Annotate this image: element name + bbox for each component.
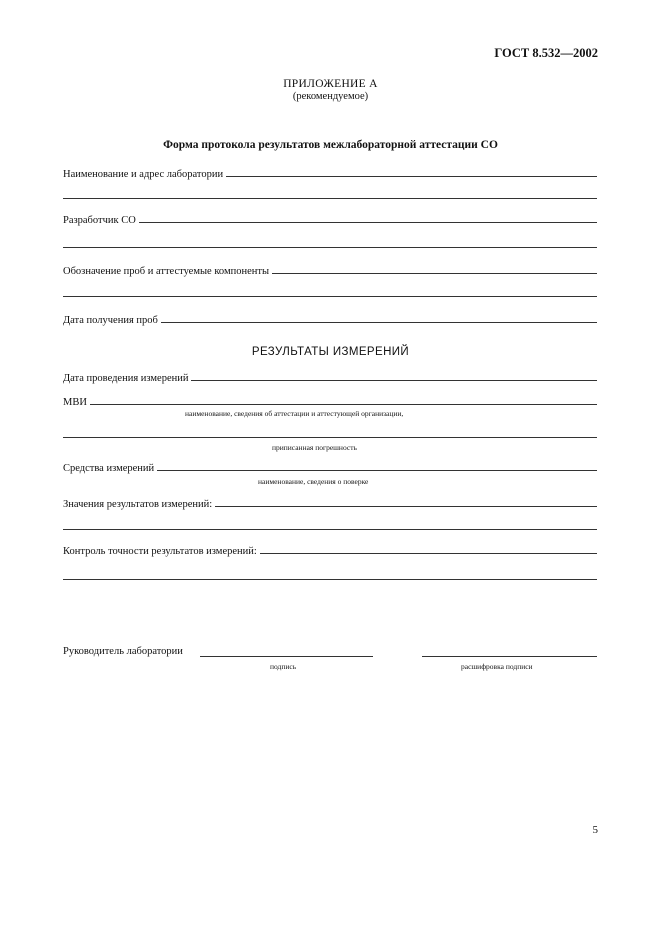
document-code: ГОСТ 8.532—2002 (494, 46, 598, 60)
means-row (63, 460, 597, 474)
error-caption: приписанная погрешность (272, 443, 357, 452)
samples-field-label: Обозначение проб и аттестуемые компоненты (63, 266, 270, 277)
signature-decode-caption: расшифровка подписи (461, 662, 533, 671)
developer-field-label: Разработчик СО (63, 215, 136, 226)
received-field-line[interactable] (161, 322, 597, 323)
signature-decode-line[interactable] (422, 656, 597, 657)
control-line[interactable] (260, 553, 597, 554)
values-line-2[interactable] (63, 529, 597, 530)
lab-field-row (63, 166, 597, 180)
received-field-label: Дата получения проб (63, 315, 158, 326)
lab-field-line-2[interactable] (63, 198, 597, 199)
appendix-title: ПРИЛОЖЕНИЕ А (283, 78, 378, 90)
mvi-label: МВИ (63, 397, 87, 408)
lab-field-line[interactable] (226, 176, 597, 177)
means-label: Средства измерений (63, 463, 155, 474)
measurement-date-row (63, 370, 597, 384)
received-field-row (63, 312, 597, 326)
values-label: Значения результатов измерений: (63, 499, 213, 510)
control-row (63, 543, 597, 557)
values-line[interactable] (215, 506, 597, 507)
control-line-2[interactable] (63, 579, 597, 580)
lab-field-label: Наименование и адрес лаборатории (63, 169, 224, 180)
developer-field-row (63, 212, 597, 226)
values-row (63, 496, 597, 510)
means-line[interactable] (157, 470, 597, 471)
control-label: Контроль точности результатов измерений: (63, 546, 257, 557)
form-title: Форма протокола результатов межлабораторной аттестации СО (163, 139, 498, 151)
results-section-title: РЕЗУЛЬТАТЫ ИЗМЕРЕНИЙ (251, 346, 410, 358)
samples-field-row (63, 263, 597, 277)
mvi-row (63, 394, 597, 408)
error-line[interactable] (63, 437, 597, 438)
mvi-line[interactable] (90, 404, 597, 405)
signature-label: Руководитель лаборатории (63, 646, 183, 657)
measurement-date-label: Дата проведения измерений (63, 373, 189, 384)
mvi-caption: наименование, сведения об аттестации и аттестующей организации, (185, 409, 404, 418)
developer-field-line-2[interactable] (63, 247, 597, 248)
measurement-date-line[interactable] (191, 380, 597, 381)
signature-caption: подпись (270, 662, 297, 671)
page-number: 5 (592, 824, 598, 836)
means-caption: наименование, сведения о поверке (258, 477, 369, 486)
samples-field-line-2[interactable] (63, 296, 597, 297)
signature-line[interactable] (200, 656, 373, 657)
developer-field-line[interactable] (139, 222, 597, 223)
samples-field-line[interactable] (272, 273, 597, 274)
appendix-subtitle: (рекомендуемое) (292, 91, 369, 102)
